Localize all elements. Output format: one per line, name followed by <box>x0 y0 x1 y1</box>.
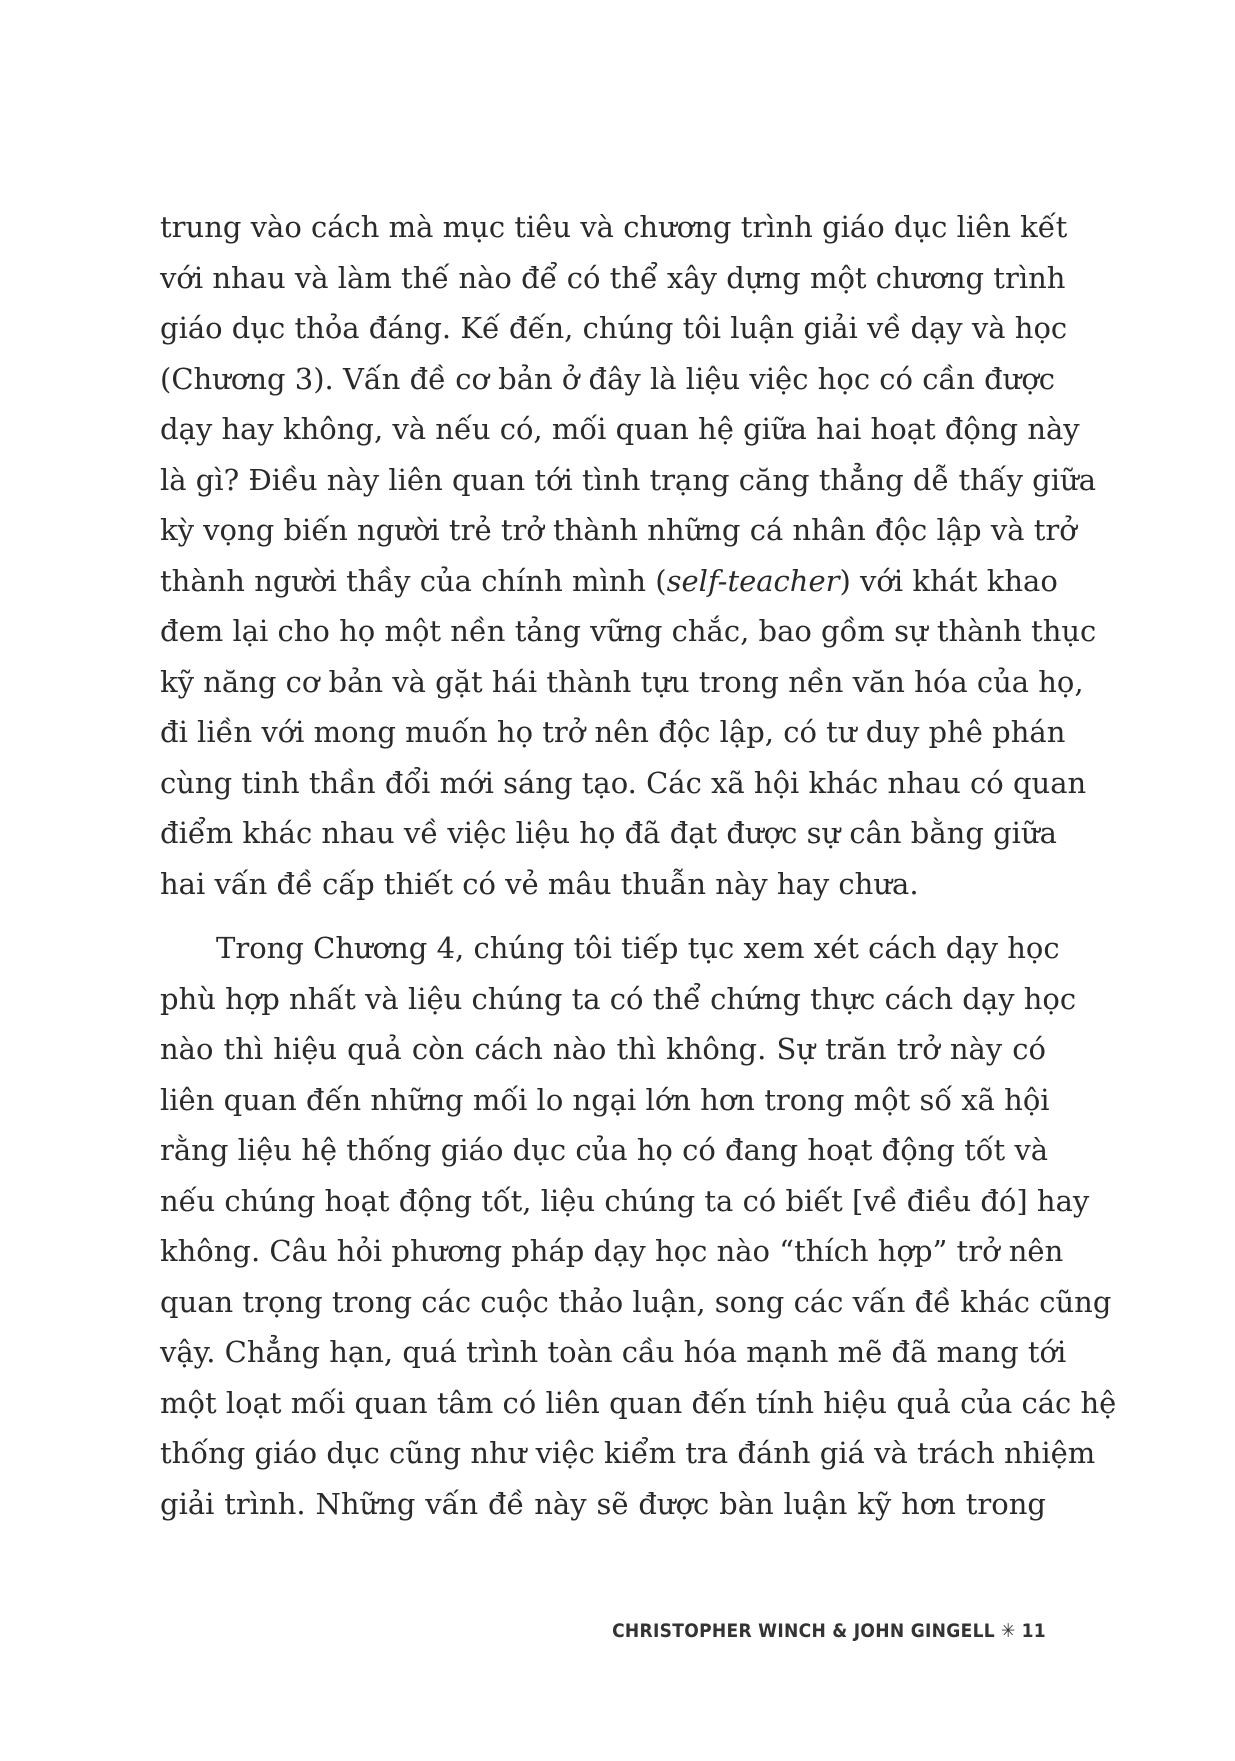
paragraph-1-line: (Chương 3). Vấn đề cơ bản ở đây là liệu việc học có cần được <box>160 361 1056 396</box>
paragraph-2-line: thống giáo dục cũng như việc kiểm tra đánh giá và trách nhiệm <box>160 1436 1096 1470</box>
paragraph-gap <box>160 909 1046 923</box>
paragraph-1-line: điểm khác nhau về việc liệu họ đã đạt được sự cân bằng giữa <box>160 816 1057 850</box>
paragraph-2-line: nếu chúng hoạt động tốt, liệu chúng ta có biết [về điều đó] hay <box>160 1183 1090 1218</box>
paragraph-1-line <box>160 556 1058 607</box>
paragraph-2-line: liên quan đến những mối lo ngại lớn hơn trong một số xã hội <box>160 1082 1050 1117</box>
paragraph-2-line: Trong Chương 4, chúng tôi tiếp tục xem xét cách dạy học <box>216 931 1060 965</box>
paragraph-1-line: giáo dục thỏa đáng. Kế đến, chúng tôi luận giải về dạy và học <box>160 311 1068 345</box>
paragraph-1-line: kỹ năng cơ bản và gặt hái thành tựu trong nền văn hóa của họ, <box>160 664 1084 699</box>
running-footer <box>600 1620 1046 1642</box>
footer-authors: CHRISTOPHER WINCH & JOHN GINGELL <box>612 1620 995 1642</box>
paragraph-2-line: không. Câu hỏi phương pháp dạy học nào “thích hợp” trở nên <box>160 1234 1064 1268</box>
line-text: ) với khát khao <box>839 563 1058 598</box>
paragraph-1-line: với nhau và làm thế nào để có thể xây dựng một chương trình <box>160 260 1066 295</box>
paragraph-1-line: kỳ vọng biến người trẻ trở thành những cá nhân độc lập và trở <box>160 513 1077 547</box>
paragraph-1-line: trung vào cách mà mục tiêu và chương trình giáo dục liên kết <box>160 210 1068 244</box>
paragraph-2-line: giải trình. Những vấn đề này sẽ được bàn luận kỹ hơn trong <box>160 1486 1046 1521</box>
paragraph-1-line: đem lại cho họ một nền tảng vững chắc, bao gồm sự thành thục <box>160 614 1097 648</box>
body-text <box>160 202 1117 1529</box>
paragraph-1-line: hai vấn đề cấp thiết có vẻ mâu thuẫn này hay chưa. <box>160 866 919 901</box>
line-text: thành người thầy của chính mình ( <box>160 563 667 598</box>
paragraph-1-line: là gì? Điều này liên quan tới tình trạng căng thẳng dễ thấy giữa <box>160 462 1096 497</box>
page-number: 11 <box>1021 1620 1046 1642</box>
paragraph-2-line: quan trọng trong các cuộc thảo luận, song các vấn đề khác cũng <box>160 1284 1112 1319</box>
asterisk-separator-icon: ✳ <box>1000 1620 1016 1642</box>
paragraph-2-line: một loạt mối quan tâm có liên quan đến tính hiệu quả của các hệ <box>160 1385 1117 1420</box>
paragraph-2-line: rằng liệu hệ thống giáo dục của họ có đang hoạt động tốt và <box>160 1133 1049 1167</box>
italic-term: self-teacher <box>666 563 840 598</box>
paragraph-1-line: dạy hay không, và nếu có, mối quan hệ giữa hai hoạt động này <box>160 412 1080 446</box>
paragraph-2-line: phù hợp nhất và liệu chúng ta có thể chứng thực cách dạy học <box>160 981 1077 1016</box>
paragraph-2-line: nào thì hiệu quả còn cách nào thì không. Sự trăn trở này có <box>160 1032 1046 1066</box>
paragraph-2-line: vậy. Chẳng hạn, quá trình toàn cầu hóa mạnh mẽ đã mang tới <box>160 1335 1067 1369</box>
paragraph-1-line: đi liền với mong muốn họ trở nên độc lập, có tư duy phê phán <box>160 715 1066 749</box>
paragraph-1-line: cùng tinh thần đổi mới sáng tạo. Các xã hội khác nhau có quan <box>160 765 1087 800</box>
